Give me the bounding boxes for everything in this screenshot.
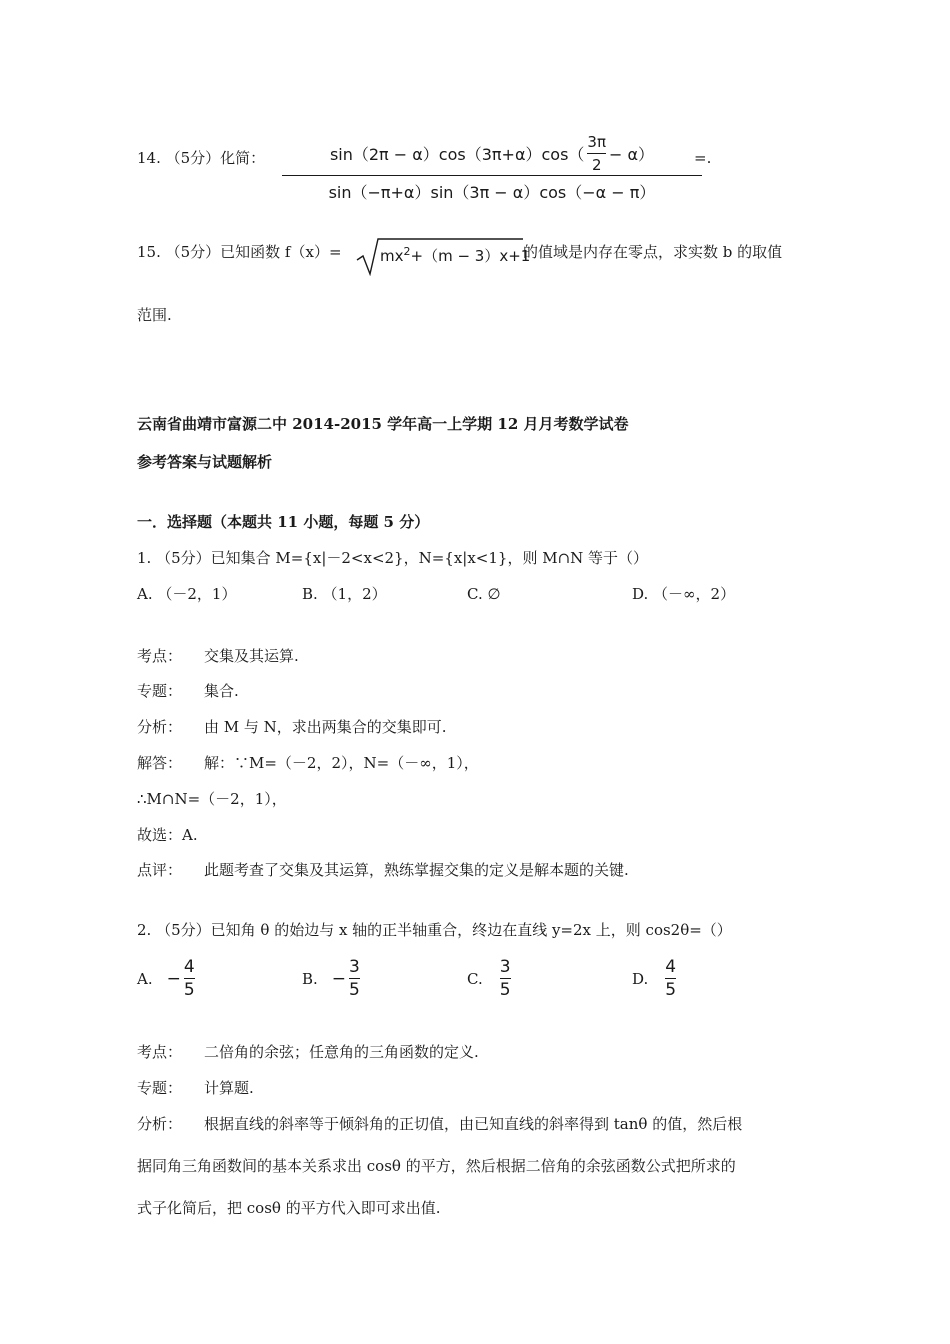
p2-option-c-den: 5 [499,980,511,1000]
p1-option-c: C. ∅ [467,585,501,603]
p1-step3: 故选：A. [137,826,198,844]
q14-fraction-bar [282,175,702,176]
q15-exponent: 2 [403,245,411,258]
answer-subtitle: 参考答案与试题解析 [137,453,273,471]
p2-option-d-num: 4 [665,957,677,977]
q15-radicand-a: mx [380,247,404,265]
q15-label: 15. （5分）已知函数 f（x）= [137,243,342,261]
q14-inner-den: 2 [591,155,602,174]
p2-fenxi-line2: 据同角三角函数间的基本关系求出 cosθ 的平方，然后根据二倍角的余弦函数公式把所求的 [137,1157,736,1175]
p2-option-d-fraction [665,958,676,999]
p2-option-b-letter: B. [302,969,318,988]
p1-jieda-label: 解答： [137,754,183,772]
p1-zhuanti-label: 专题： [137,682,183,700]
q15-radicand-b: +（m − 3）x+1 [410,247,531,265]
p1-dianping-label: 点评： [137,861,183,879]
p2-option-d-den: 5 [665,980,677,1000]
p1-option-d: D. （－∞，2） [632,585,736,603]
p2-zhuanti: 计算题. [204,1079,254,1097]
p2-option-b-fraction [349,958,360,999]
q14-inner-num: 3π [587,132,606,151]
p1-option-b: B. （1，2） [302,585,387,603]
q14-denominator: sin（−π+α）sin（3π − α）cos（−α − π） [328,183,656,202]
section-heading: 一．选择题（本题共 11 小题，每题 5 分） [137,513,430,531]
q14-fraction [282,131,702,203]
q14-numerator-tail: − α） [609,144,655,164]
p2-option-b-sign: − [331,968,347,989]
q14-label: 14. （5分）化简： [137,149,266,167]
p2-option-b-den: 5 [349,980,360,1000]
p2-option-a-sign: − [166,968,181,989]
answer-title: 云南省曲靖市富源二中 2014-2015 学年高一上学期 12 月月考数学试卷 [137,415,629,433]
q14-numerator: sin（2π − α）cos（3π+α）cos（ [329,144,585,164]
p1-kaodian: 交集及其运算. [204,647,299,665]
p2-option-c [467,958,511,999]
p2-option-b [302,958,360,999]
p2-fenxi-line3: 式子化简后，把 cosθ 的平方代入即可求出值. [137,1199,441,1217]
p1-step2: ∴M∩N=（－2，1）， [137,790,287,808]
p2-kaodian-label: 考点： [137,1043,183,1061]
p2-option-b-num: 3 [349,957,360,977]
p2-kaodian: 二倍角的余弦；任意角的三角函数的定义. [204,1043,479,1061]
p2-option-c-num: 3 [499,957,511,977]
q14-inner-fraction [587,133,606,174]
p2-option-a-den: 5 [183,980,195,1000]
p2-fenxi-line1: 根据直线的斜率等于倾斜角的正切值，由已知直线的斜率得到 tanθ 的值，然后根 [204,1115,743,1133]
p2-option-a-fraction [184,958,195,999]
p2-fenxi-label: 分析： [137,1115,183,1133]
p2-stem: 2. （5分）已知角 θ 的始边与 x 轴的正半轴重合，终边在直线 y=2x 上，则 cos2θ=（） [137,921,732,939]
q15-line2: 范围. [137,306,172,324]
p1-option-a: A. （－2，1） [137,585,237,603]
p2-option-a-num: 4 [183,957,195,977]
p1-kaodian-label: 考点： [137,647,183,665]
p2-option-d-letter: D. [632,969,649,988]
p2-option-a-letter: A. [137,969,153,988]
p1-fenxi: 由 M 与 N，求出两集合的交集即可. [204,718,447,736]
q15-text-after: 的值域是内存在零点，求实数 b 的取值 [523,243,783,261]
q14-end: =. [694,149,712,167]
p1-zhuanti: 集合. [204,682,239,700]
p2-option-a [137,958,195,999]
p1-jieda: 解：∵M=（－2，2），N=（－∞，1）， [204,754,479,772]
p2-option-d [632,958,676,999]
q15-radicand [380,245,530,266]
p2-option-c-fraction [500,958,511,999]
p1-dianping: 此题考查了交集及其运算，熟练掌握交集的定义是解本题的关键. [204,861,629,879]
p2-option-c-letter: C. [467,969,483,988]
p1-fenxi-label: 分析： [137,718,183,736]
p2-zhuanti-label: 专题： [137,1079,183,1097]
p1-stem: 1. （5分）已知集合 M={x|－2<x<2}，N={x|x<1}，则 M∩N 等于（） [137,549,649,567]
